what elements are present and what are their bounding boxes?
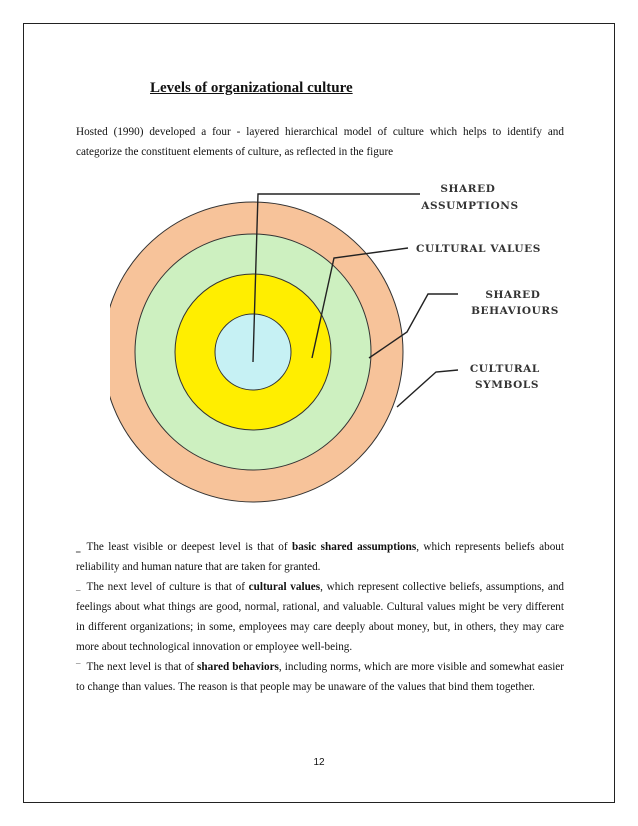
bullet-term: basic shared assumptions bbox=[292, 541, 417, 553]
bullet-text-before: The next level is that of bbox=[86, 661, 198, 673]
bullet-shared-behaviors bbox=[76, 657, 564, 697]
intro-paragraph: Hosted (1990) developed a four - layered hierarchical model of culture which helps to identify and categorize the constituent elements of culture, as reflected in the figure bbox=[76, 126, 564, 158]
bullet-cultural-values bbox=[76, 577, 564, 657]
bullet-text-after: , including norms, which are more visible and somewhat easier to change than values. The reason is that people may be unaware of the values that bind them together. bbox=[76, 661, 564, 693]
bullet-list bbox=[76, 537, 564, 697]
bullet-mark: ¯ bbox=[76, 662, 81, 672]
bullet-term: shared behaviors bbox=[197, 661, 279, 673]
label-cultural-symbols: CULTURAL SYMBOLS bbox=[469, 363, 540, 391]
culture-levels-diagram bbox=[110, 172, 570, 522]
bullet-mark: ‗ bbox=[76, 542, 81, 552]
page-number: 12 bbox=[313, 757, 325, 768]
bullet-text-before: The least visible or deepest level is that of bbox=[86, 541, 292, 553]
label-cultural-values: CULTURAL VALUES bbox=[416, 243, 541, 255]
bullet-mark: _ bbox=[76, 582, 81, 592]
bullet-shared-assumptions bbox=[76, 537, 564, 577]
page-title: Levels of organizational culture bbox=[150, 80, 353, 96]
leader-line-symbols bbox=[397, 370, 458, 407]
label-shared-assumptions: SHARED ASSUMPTIONS bbox=[421, 183, 519, 212]
bullet-text-before: The next level of culture is that of bbox=[86, 581, 249, 593]
bullet-text-after: , which represent collective beliefs, assumptions, and feelings about what things are good, normal, rational, and valuable. Cultural values might be very different in different organizations; in some, employees may care deeply about money, but, in others, they may care more about technological innovation or employee well-being. bbox=[76, 581, 565, 653]
bullet-term: cultural values bbox=[248, 581, 321, 593]
bullet-text-after: , which represents beliefs about reliability and human nature that are taken for granted. bbox=[76, 541, 564, 573]
label-shared-behaviours: SHARED BEHAVIOURS bbox=[471, 289, 559, 317]
